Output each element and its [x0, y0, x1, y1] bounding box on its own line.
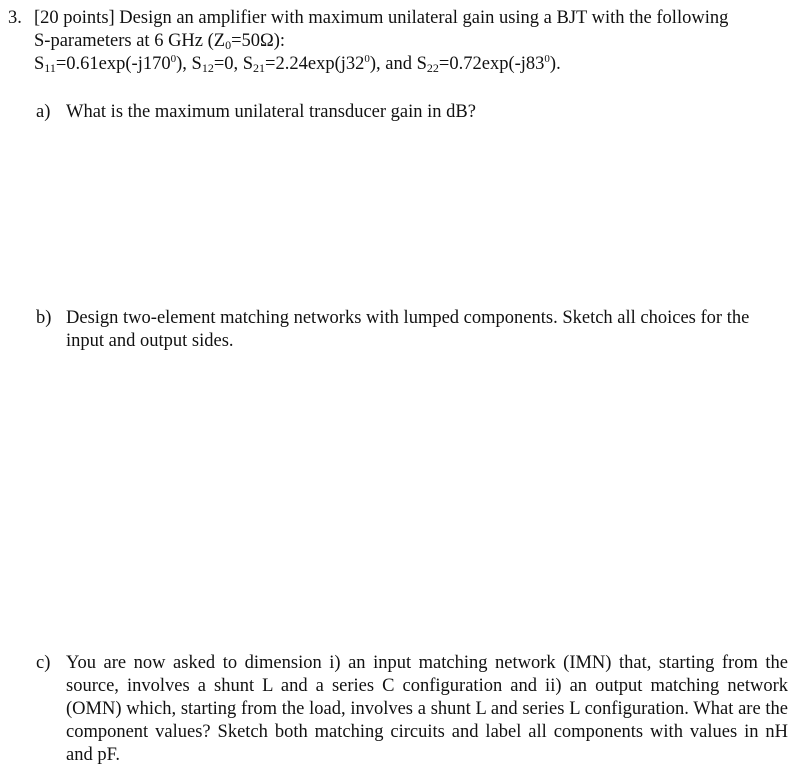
s12-value: =0,	[213, 54, 243, 74]
s21-symbol: S	[242, 54, 254, 74]
s21-value: =2.24exp(j32	[265, 54, 365, 74]
s22-degree: 0	[544, 53, 550, 65]
s21-subscript: 21	[253, 61, 266, 75]
s12-subscript: 12	[201, 61, 214, 75]
s11-degree: 0	[170, 53, 177, 65]
s11-value: =0.61exp(-j170	[55, 54, 171, 74]
s22-symbol: S	[416, 54, 427, 74]
statement-line-1: [20 points] Design an amplifier with maximum unilateral gain using a BJT with the following	[34, 8, 729, 28]
part-b-text: Design two-element matching networks with lumped components. Sketch all choices for the input and output sides.	[66, 308, 750, 351]
part-b-label: b)	[36, 308, 52, 328]
part-c-text: You are now asked to dimension i) an input matching network (IMN) that, starting from the source, involves a shunt L and a series C configuration and ii) an output matching network (OMN) which, starting from the load, involves a shunt L and series L configuration. What are the component values? Sketch both matching circuits and label all components with values in nH and pF.	[66, 653, 788, 765]
s12-symbol: S	[191, 54, 202, 74]
s22-subscript: 22	[426, 61, 439, 75]
s-parameters-line	[34, 53, 798, 76]
part-a-label: a)	[36, 102, 51, 122]
s22-value: =0.72exp(-j83	[438, 54, 545, 74]
statement-line-2-text: S-parameters at 6 GHz (Z	[34, 31, 226, 51]
statement-line-2-end: =50Ω):	[231, 31, 286, 51]
part-a	[36, 101, 788, 124]
part-c	[36, 652, 788, 767]
s11-subscript: 11	[44, 61, 56, 75]
part-a-text: What is the maximum unilateral transducer gain in dB?	[66, 102, 476, 122]
s11-symbol: S	[34, 54, 45, 74]
s11-close: ),	[176, 54, 192, 74]
statement-line-2	[34, 30, 798, 53]
part-b	[36, 307, 788, 353]
problem-number: 3.	[8, 8, 22, 28]
problem-3	[8, 7, 798, 76]
problem-statement	[34, 7, 798, 76]
s22-close: ).	[549, 54, 561, 74]
z0-subscript: 0	[225, 38, 232, 52]
s21-close: ), and	[369, 54, 417, 74]
part-c-label: c)	[36, 653, 51, 673]
s21-degree: 0	[364, 53, 370, 65]
